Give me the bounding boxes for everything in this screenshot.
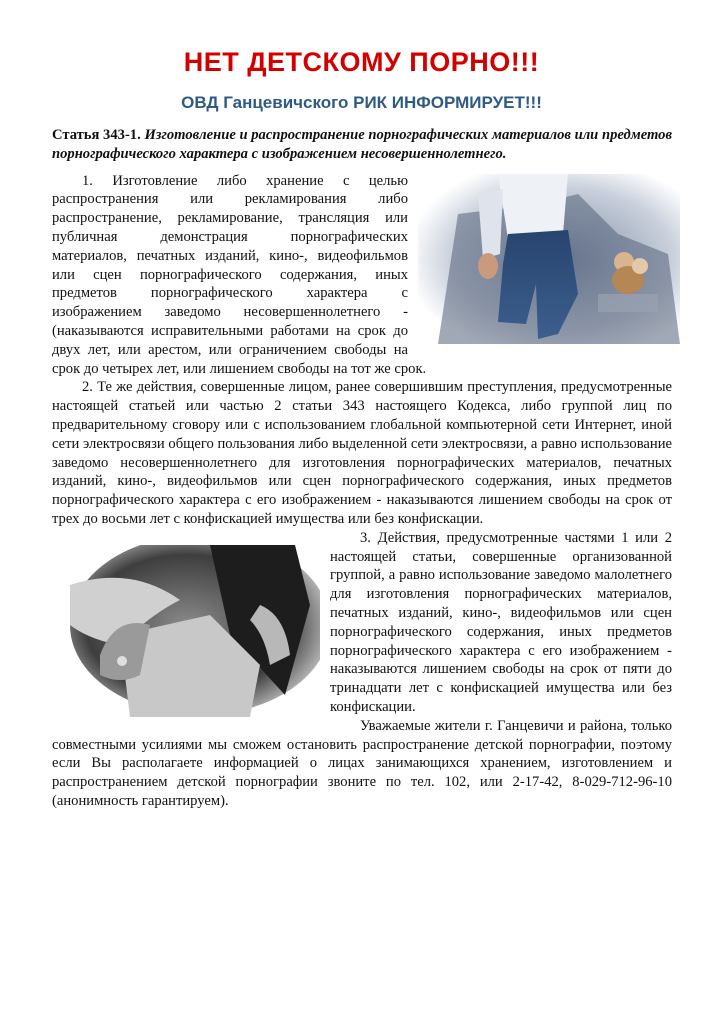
spacer xyxy=(52,164,672,172)
paragraph-3: 3. Действия, предусмотренные частями 1 или 2 настоящей статьи, совершенные организованной группой, а равно использование заведомо малолетнего для изготовления порнографических материалов, печатных изданий, кино-, видеофильмов или сцен порнографического содержания, иных предметов порнографического характера с его изображением - наказываются лишением свободы на срок от пяти до тринадцати лет с конфискацией имущества или без конфискации. xyxy=(330,529,672,715)
photo-child-shoulders-hands xyxy=(60,545,320,717)
article-body xyxy=(52,126,672,811)
paragraph-2: 2. Те же действия, совершенные лицом, ранее совершившим преступления, предусмотренные настоящей статьей или частью 2 статьи 343 настоящего Кодекса, либо группой лиц по предварительному сговору или с использованием глобальной компьютерной сети Интернет, иной сети электросвязи общего пользования либо выделенной сети электросвязи, а равно использование заведомо несовершеннолетнего для изготовления порнографических материалов, печатных изданий, кино-, видеофильмов или сцен порнографического содержания, иных предметов порнографического характера с его изображением - наказываются лишением свободы на срок от трех до восьми лет с конфискацией имущества или без конфискации. xyxy=(52,379,672,527)
article-label: Статья 343-1. xyxy=(52,127,141,143)
paragraph-1: 1. Изготовление либо хранение с целью распространения или рекламирования либо распространение, рекламирование, трансляция или публичная демонстрация порнографических материалов, печатных изданий, кино-, видеофильмов или сцен порнографического содержания, иных предметов порнографического характера с изображением заведомо несовершеннолетнего - (наказываются исправительными работами на срок до двух лет, или арестом, или ограничением свободы на срок до четырех лет, или лишением свободы на тот же срок. xyxy=(52,172,427,377)
page-title: НЕТ ДЕТСКОМУ ПОРНО!!! xyxy=(183,47,540,77)
article-title: Изготовление и распространение порнографических материалов или предметов порнографического характера с изображением несовершеннолетнего. xyxy=(52,127,672,162)
photo-adult-and-child xyxy=(418,174,680,344)
page-subtitle: ОВД Ганцевичского РИК ИНФОРМИРУЕТ!!! xyxy=(181,93,542,112)
article-heading xyxy=(52,126,672,164)
appeal-paragraph: Уважаемые жители г. Ганцевичи и района, только совместными усилиями мы сможем остановить распространение детской порнографии, поэтому если Вы располагаете информацией о лицах занимающихся хранением, изготовлением и распространением детской порнографии звоните по тел. 102, или 2-17-42, 8-029-712-96-10 (анонимность гарантируем). xyxy=(52,717,672,809)
